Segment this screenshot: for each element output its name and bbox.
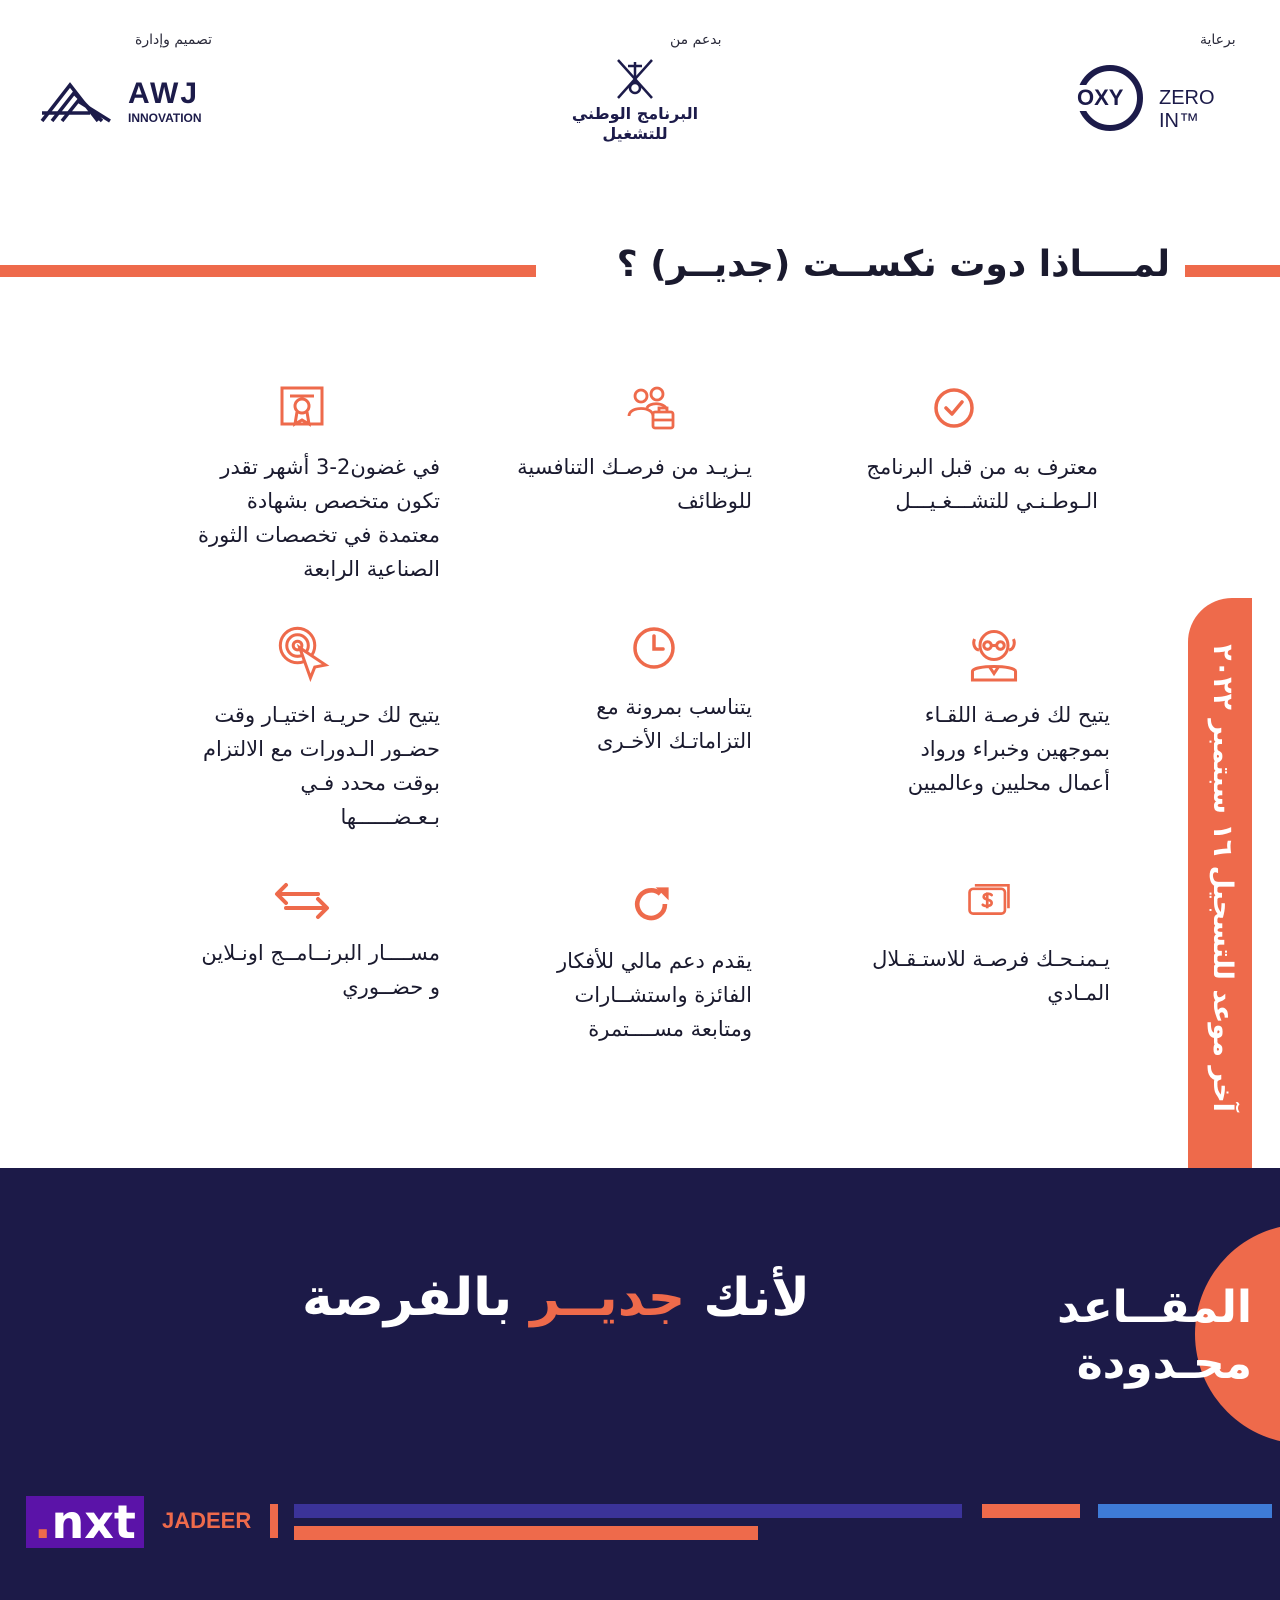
nxt-logo [26,1496,144,1548]
feature-financial-independence [870,880,1110,1010]
slogan-part2: بالفرصة [302,1268,513,1328]
people-briefcase-icon [625,382,677,434]
nxt-text: nxt [51,1495,136,1549]
slogan [302,1268,810,1328]
feature-competitive [512,382,752,518]
feature-text: يـزيـد من فرصـك التنافسية للوظائف [517,455,752,513]
feature-text: مســــار البرنــامــج اونـلاين و حضــوري [201,941,440,999]
deadline-bar [1188,598,1252,1178]
oxy-name: OXY [1077,85,1124,110]
feature-funding [512,880,752,1046]
feature-mentors [870,622,1110,800]
pointer-click-icon [276,622,332,682]
oxy-label: برعاية [1200,32,1236,48]
two-way-arrows-icon [272,880,332,920]
slogan-accent: جديــر [530,1268,686,1328]
decor-bar-indigo [294,1504,962,1518]
feature-recognized [858,382,1098,518]
deadline-text: آخر موعد للتسجيل ١٦ سبتمبر ٢٠٢٢ [1207,644,1238,1112]
page-title: لمــــاذا دوت نكســت (جديــر) ؟ [616,244,1170,285]
awj-label: تصميم وإدارة [135,32,212,48]
feature-text: يقدم دعم مالي للأفكار الفائزة واستشــارات ومتابعة مســــتمرة [556,949,752,1041]
check-circle-icon [928,382,980,434]
jadeer-label: JADEER [162,1508,252,1533]
feature-text: يتناسب بمرونة مع التزاماتـك الأخـرى [596,695,752,753]
mentor-icon [966,622,1022,682]
national-program-label: بدعم من [670,32,722,48]
money-icon [960,880,1018,926]
awj-mark-icon [40,75,118,125]
feature-flexible [512,622,752,758]
decor-bar-orange-short [982,1504,1080,1518]
national-program-logo [565,52,705,148]
nxt-dot: . [34,1495,52,1549]
feature-online-offline [200,880,440,1004]
feature-text: يتيح لك حريـة اختيـار وقت حضـور الـدورات مع الالتزام بوقت محدد فـي بـعـضــــــها [202,703,440,829]
oxy-tagline: ZERO IN™ [1159,87,1215,132]
feature-text: يتيح لك فرصـة اللقـاء بموجهين وخبراء ورواد أعمال محليين وعالميين [907,703,1110,795]
slogan-part1: لأنك [703,1268,810,1328]
heading-line-left [0,265,536,277]
national-program-name-line1: البرنامج الوطني [571,104,699,123]
feature-choose-time [200,622,440,834]
footer [0,1168,1280,1600]
awj-name: AWJ [128,77,200,110]
feature-certificate [180,382,440,586]
heading-line-right [1185,265,1280,277]
feature-text: في غضون2-3 أشهر تقدر تكون متخصص بشهادة معتمدة في تخصصات الثورة الصناعية الرابعة [197,455,440,581]
certificate-icon [276,382,328,434]
khanjar-emblem-icon [610,54,660,104]
awj-logo [40,75,220,130]
awj-subname: INNOVATION [128,111,202,125]
refresh-icon [628,880,676,928]
seats-line2: محـدودة [1076,1338,1252,1389]
national-program-name-line2: للتشغيل [602,124,668,143]
seats-text [1040,1280,1252,1392]
seats-line1: المقــاعد [1057,1282,1252,1333]
oxy-logo [1075,65,1245,135]
feature-text: يـمنـحـك فرصـة للاستـقـلال المـادي [872,947,1110,1005]
decor-bar-blue [1098,1504,1272,1518]
brand-divider [270,1504,278,1538]
feature-text: معترف به من قبل البرنامج الـوطـنـي للتشـــغـيـــل [866,455,1098,513]
clock-icon [628,622,680,674]
decor-bar-orange-long [294,1526,758,1540]
